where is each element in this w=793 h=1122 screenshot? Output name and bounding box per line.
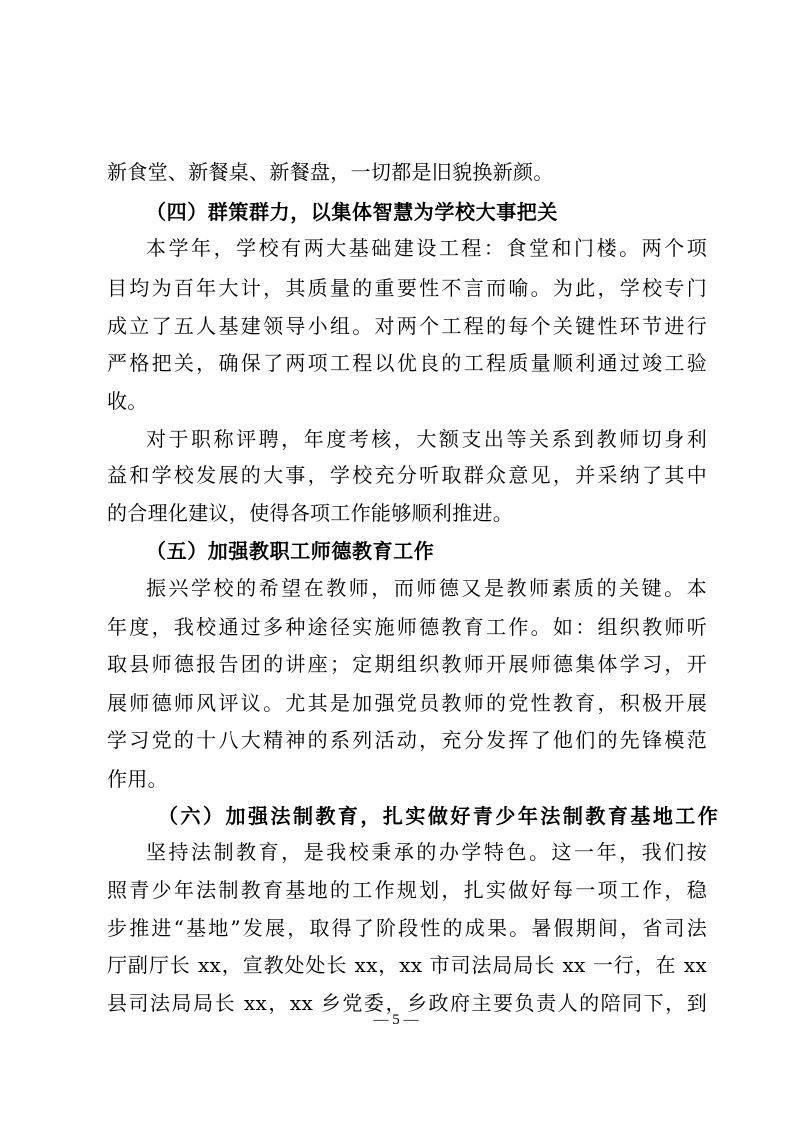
- paragraph-line: 步推进“基地”发展，取得了阶段性的成果。暑假期间，省司法: [107, 916, 707, 940]
- paragraph-line: 本学年，学校有两大基础建设工程：食堂和门楼。两个项: [146, 236, 707, 260]
- paragraph-line: 照青少年法制教育基地的工作规划，扎实做好每一项工作，稳: [107, 878, 707, 902]
- paragraph-line: 年度，我校通过多种途径实施师德教育工作。如：组织教师听: [107, 615, 707, 639]
- paragraph-line: 县司法局局长 xx，xx 乡党委，乡政府主要负责人的陪同下，到: [107, 991, 707, 1015]
- paragraph-line: 作用。: [107, 767, 168, 791]
- paragraph-line: 严格把关，确保了两项工程以优良的工程质量顺利通过竣工验: [107, 351, 707, 375]
- paragraph-line: 坚持法制教育，是我校秉承的办学特色。这一年，我们按: [146, 840, 707, 864]
- paragraph-line: 目均为百年大计，其质量的重要性不言而喻。为此，学校专门: [107, 276, 707, 300]
- paragraph-line: 学习党的十八大精神的系列活动，充分发挥了他们的先锋模范: [107, 728, 707, 752]
- paragraph-line: 成立了五人基建领导小组。对两个工程的每个关键性环节进行: [107, 314, 707, 338]
- paragraph-line: 取县师德报告团的讲座；定期组织教师开展师德集体学习，开: [107, 652, 707, 676]
- paragraph-line: 益和学校发展的大事，学校充分听取群众意见，并采纳了其中: [107, 463, 707, 487]
- section-heading-5: （五）加强教职工师德教育工作: [146, 539, 435, 563]
- paragraph-line: 振兴学校的希望在教师，而师德又是教师素质的关键。本: [146, 576, 707, 600]
- paragraph-line: 厅副厅长 xx，宣教处处长 xx，xx 市司法局局长 xx 一行，在 xx: [107, 953, 707, 977]
- page-number: — 5 —: [373, 1012, 419, 1028]
- paragraph-line: 新食堂、新餐桌、新餐盘，一切都是旧貌换新颜。: [107, 160, 554, 184]
- section-heading-4: （四）群策群力，以集体智慧为学校大事把关: [146, 200, 558, 224]
- paragraph-line: 的合理化建议，使得各项工作能够顺利推进。: [107, 501, 513, 525]
- paragraph-line: 收。: [107, 389, 148, 413]
- paragraph-line: 对于职称评聘，年度考核，大额支出等关系到教师切身利: [146, 427, 707, 451]
- section-heading-6: （六）加强法制教育，扎实做好青少年法制教育基地工作: [158, 804, 718, 828]
- paragraph-line: 展师德师风评议。尤其是加强党员教师的党性教育，积极开展: [107, 691, 707, 715]
